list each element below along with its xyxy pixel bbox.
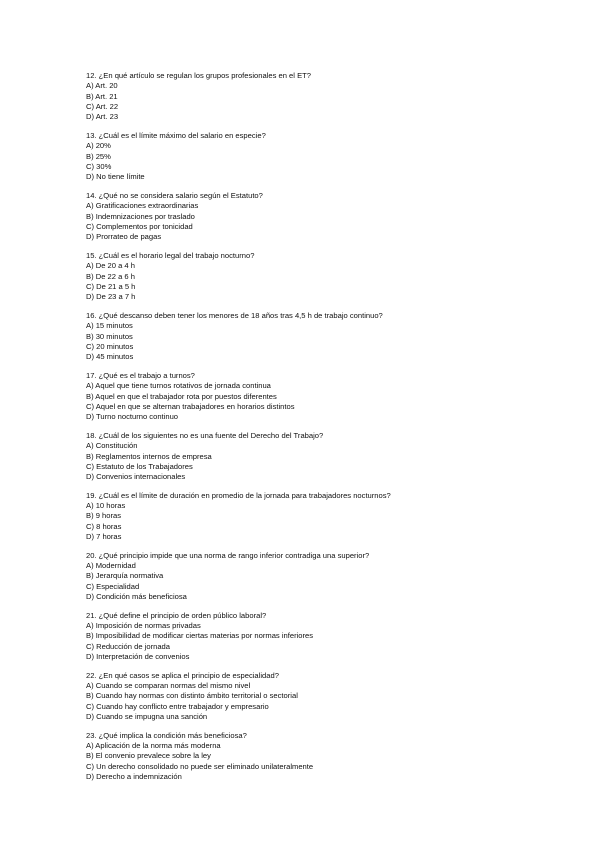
question-block — [86, 731, 546, 782]
answer-option: D) Interpretación de convenios — [86, 652, 190, 662]
answer-option: D) Cuando se impugna una sanción — [86, 712, 208, 722]
answer-option: C) Reducción de jornada — [86, 641, 171, 651]
question-list — [86, 71, 546, 791]
question-text: 18. ¿Cuál de los siguientes no es una fuente del Derecho del Trabajo? — [86, 430, 324, 440]
answer-option: D) Turno nocturno continuo — [86, 412, 179, 422]
question-block — [86, 431, 546, 482]
question-text: 16. ¿Qué descanso deben tener los menores de 18 años tras 4,5 h de trabajo continuo? — [86, 310, 383, 320]
answer-option: A) 20% — [86, 141, 111, 151]
answer-option: D) No tiene límite — [86, 172, 145, 182]
answer-option: D) 7 horas — [86, 532, 122, 542]
answer-option: B) El convenio prevalece sobre la ley — [86, 751, 211, 761]
question-block — [86, 131, 546, 182]
question-block — [86, 611, 546, 662]
answer-option: B) 9 horas — [86, 511, 122, 521]
question-text: 22. ¿En qué casos se aplica el principio de especialidad? — [86, 670, 279, 680]
answer-option: D) Prorrateo de pagas — [86, 232, 162, 242]
answer-option: B) Imposibilidad de modificar ciertas materias por normas inferiores — [86, 631, 314, 641]
answer-option: B) 30 minutos — [86, 331, 133, 341]
answer-option: D) Condición más beneficiosa — [86, 592, 187, 602]
question-block — [86, 311, 546, 362]
question-text: 21. ¿Qué define el principio de orden público laboral? — [86, 610, 267, 620]
question-block — [86, 671, 546, 722]
answer-option: C) Cuando hay conflicto entre trabajador y empresario — [86, 701, 269, 711]
answer-option: C) Complementos por tonicidad — [86, 221, 193, 231]
answer-option: D) Derecho a indemnización — [86, 772, 182, 782]
answer-option: A) Art. 20 — [86, 81, 118, 91]
answer-option: B) Indemnizaciones por traslado — [86, 211, 195, 221]
answer-option: A) Imposición de normas privadas — [86, 621, 201, 631]
answer-option: D) 45 minutos — [86, 352, 134, 362]
answer-option: A) 15 minutos — [86, 321, 133, 331]
answer-option: B) De 22 a 6 h — [86, 271, 135, 281]
answer-option: C) 30% — [86, 161, 112, 171]
question-block — [86, 491, 546, 542]
answer-option: D) Convenios internacionales — [86, 472, 186, 482]
answer-option: C) Aquel en que se alternan trabajadores en horarios distintos — [86, 401, 295, 411]
answer-option: D) Art. 23 — [86, 112, 119, 122]
question-text: 15. ¿Cuál es el horario legal del trabajo nocturno? — [86, 250, 255, 260]
answer-option: C) 8 horas — [86, 521, 122, 531]
answer-option: C) Estatuto de los Trabajadores — [86, 461, 193, 471]
question-block — [86, 371, 546, 422]
answer-option: B) Reglamentos internos de empresa — [86, 451, 212, 461]
answer-option: B) Art. 21 — [86, 91, 118, 101]
question-block — [86, 191, 546, 242]
answer-option: D) De 23 a 7 h — [86, 292, 136, 302]
answer-option: C) Un derecho consolidado no puede ser eliminado unilateralmente — [86, 761, 314, 771]
answer-option: A) 10 horas — [86, 501, 126, 511]
answer-option: B) Jerarquía normativa — [86, 571, 164, 581]
question-text: 23. ¿Qué implica la condición más beneficiosa? — [86, 730, 247, 740]
answer-option: C) Art. 22 — [86, 101, 119, 111]
answer-option: A) Cuando se comparan normas del mismo nivel — [86, 681, 251, 691]
question-text: 14. ¿Qué no se considera salario según el Estatuto? — [86, 190, 263, 200]
answer-option: A) Constitución — [86, 441, 138, 451]
answer-option: A) Modernidad — [86, 561, 136, 571]
answer-option: C) De 21 a 5 h — [86, 281, 136, 291]
answer-option: A) Aquel que tiene turnos rotativos de jornada continua — [86, 381, 271, 391]
question-text: 20. ¿Qué principio impide que una norma de rango inferior contradiga una superior? — [86, 550, 370, 560]
answer-option: B) Aquel en que el trabajador rota por puestos diferentes — [86, 391, 277, 401]
answer-option: C) 20 minutos — [86, 341, 134, 351]
question-text: 19. ¿Cuál es el límite de duración en promedio de la jornada para trabajadores nocturnos? — [86, 490, 391, 500]
answer-option: A) De 20 a 4 h — [86, 261, 135, 271]
answer-option: A) Gratificaciones extraordinarias — [86, 201, 199, 211]
question-text: 12. ¿En qué artículo se regulan los grupos profesionales en el ET? — [86, 71, 311, 80]
question-block — [86, 71, 546, 122]
question-text: 13. ¿Cuál es el límite máximo del salario en especie? — [86, 130, 266, 140]
answer-option: B) Cuando hay normas con distinto ámbito territorial o sectorial — [86, 691, 298, 701]
question-text: 17. ¿Qué es el trabajo a turnos? — [86, 370, 195, 380]
answer-option: B) 25% — [86, 151, 111, 161]
question-block — [86, 551, 546, 602]
answer-option: A) Aplicación de la norma más moderna — [86, 741, 221, 751]
answer-option: C) Especialidad — [86, 581, 140, 591]
question-block — [86, 251, 546, 302]
